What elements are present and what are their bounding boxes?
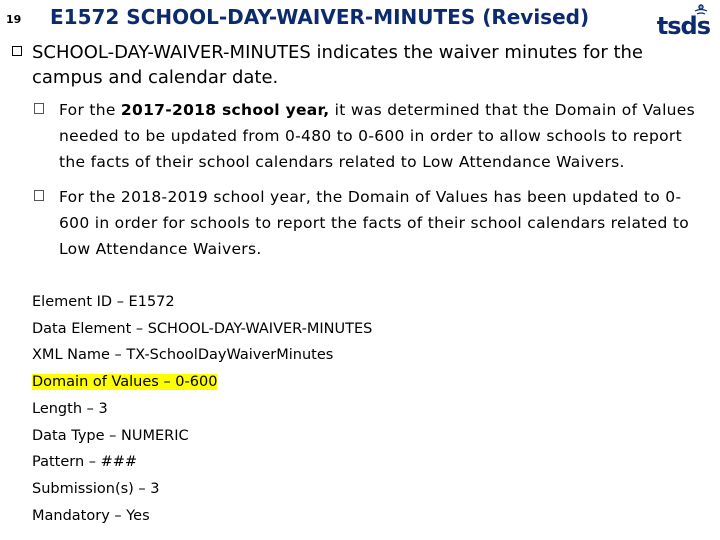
sub-bullet-text: For the 2017-2018 school year, it was determined that the Domain of Values needed to be updated from 0-480 to 0-600 in order to allow schools to report the facts of their school calendars related to Low Attendance Waivers. — [59, 101, 696, 171]
bold-school-year: 2017-2018 school year, — [120, 101, 330, 119]
sub-bullet-text: For the 2018-2019 school year, the Domain of Values has been updated to 0-600 in order for schools to report the facts of their school calendars related to Low Attendance Waivers. — [59, 188, 689, 258]
length: Length – 3 — [32, 400, 108, 417]
data-element: Data Element – SCHOOL-DAY-WAIVER-MINUTES — [32, 320, 373, 337]
mandatory: Mandatory – Yes — [32, 507, 150, 524]
submissions: Submission(s) – 3 — [32, 480, 160, 497]
sub-bullet-item — [34, 97, 699, 175]
pattern: Pattern – ### — [32, 454, 138, 471]
data-type: Data Type – NUMERIC — [32, 427, 189, 444]
main-bullet-text: SCHOOL-DAY-WAIVER-MINUTES indicates the waiver minutes for the campus and calendar date. — [32, 42, 643, 88]
main-bullet — [12, 40, 692, 90]
square-bullet-icon — [34, 103, 44, 114]
logo-text: tsds — [656, 12, 710, 40]
square-bullet-icon — [34, 190, 44, 201]
square-bullet-icon — [12, 46, 22, 56]
slide-number: 19 — [6, 13, 22, 26]
xml-name: XML Name – TX-SchoolDayWaiverMinutes — [32, 347, 334, 364]
element-details — [32, 289, 432, 529]
sub-bullet-list — [34, 97, 699, 271]
sub-bullet-item — [34, 184, 699, 262]
domain-highlight: Domain of Values – 0-600 — [32, 374, 218, 391]
element-id: Element ID – E1572 — [32, 294, 175, 310]
slide-title: E1572 SCHOOL-DAY-WAIVER-MINUTES (Revised) — [50, 5, 590, 29]
domain-of-values — [32, 369, 432, 396]
tsds-logo — [656, 4, 710, 40]
